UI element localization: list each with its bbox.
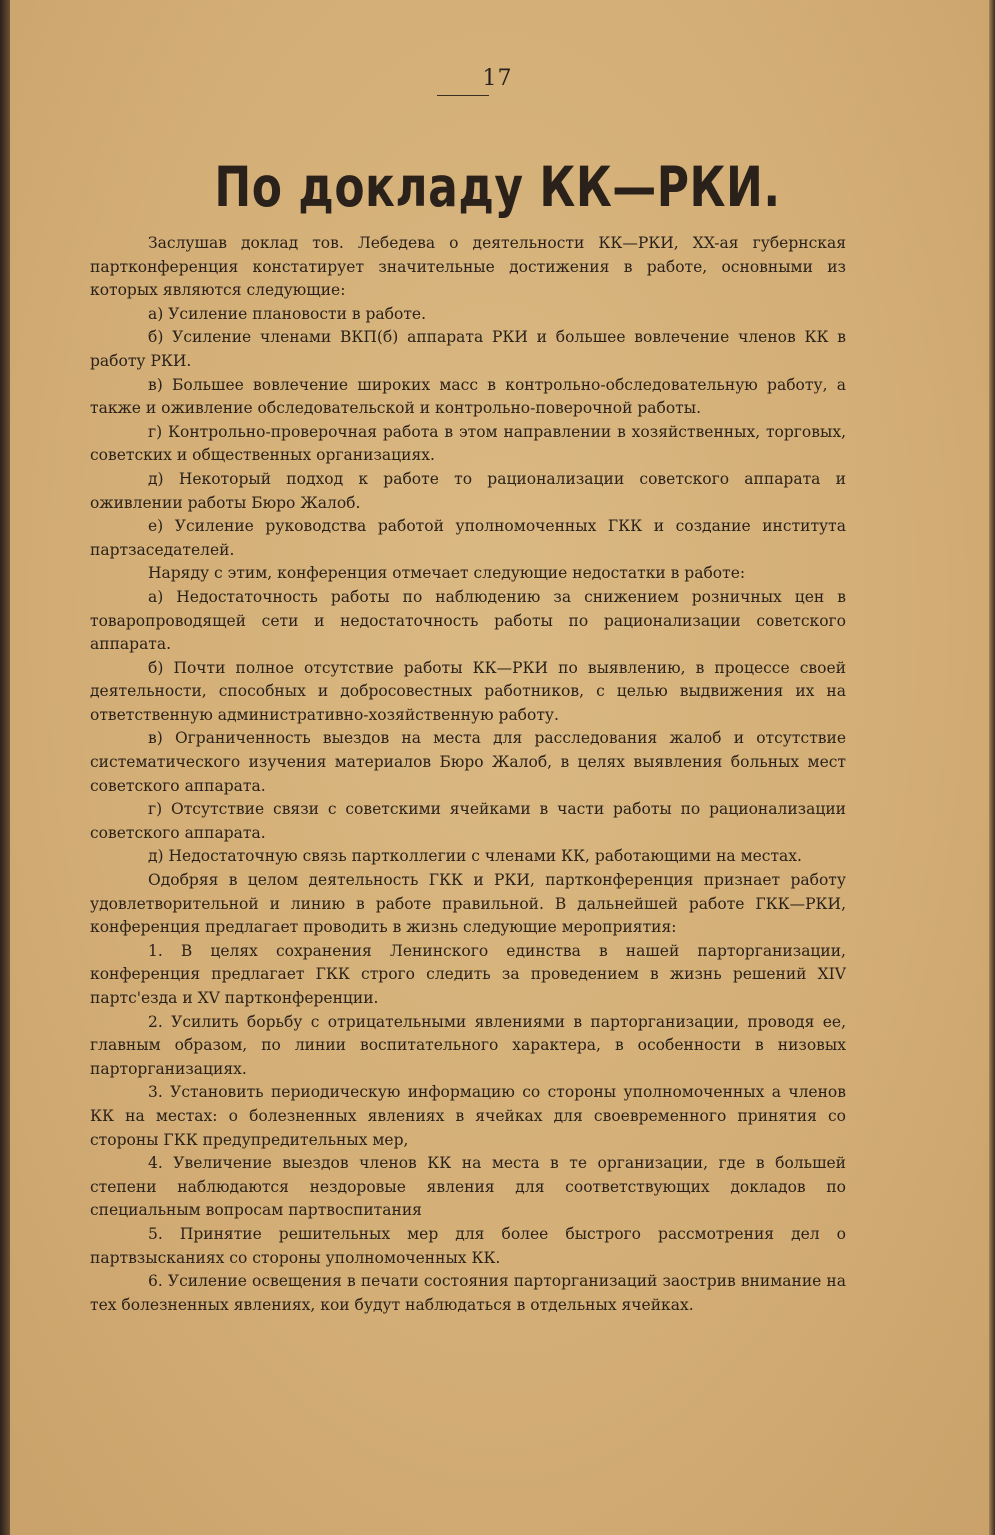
paragraph-measure-2: 2. Усилить борьбу с отрицательными явлениями в парторганизации, проводя ее, главным образом, по линии воспитательного характера, в особенности в низовых парторганизациях. — [90, 1012, 846, 1078]
document-body — [90, 232, 846, 1317]
paragraph-shortcoming-a: а) Недостаточность работы по наблюдению за снижением розничных цен в товаропроводящей сети и недостаточность работы по рационализации советского аппарата. — [90, 587, 846, 654]
paragraph-achievement-a: а) Усиление плановости в работе. — [148, 304, 427, 323]
page-title: По докладу КК—РКИ. — [214, 156, 781, 220]
paragraph-shortcomings-intro: Наряду с этим, конференция отмечает следующие недостатки в работе: — [148, 564, 746, 583]
page-number-underline — [437, 95, 489, 96]
paragraph-achievement-d: д) Некоторый подход к работе то рационализации советского аппарата и оживлении работы Бюро Жалоб. — [90, 469, 846, 512]
paragraph-measure-3: 3. Установить периодическую информацию со стороны уполномоченных а членов КК на местах: о болезненных явлениях в ячейках для своевременного принятия со стороны ГКК предупредительных мер, — [90, 1083, 846, 1149]
paragraph-measures-intro: Одобряя в целом деятельность ГКК и РКИ, партконференция признает работу удовлетворительной и линию в работе правильной. В дальнейшей работе ГКК—РКИ, конференция предлагает проводить в жизнь следующие мероприятия: — [90, 871, 846, 937]
page-number: 17 — [482, 66, 513, 91]
paragraph-achievement-g: г) Контрольно-проверочная работа в этом направлении в хозяйственных, торговых, советских и общественных организациях. — [90, 422, 846, 465]
paragraph-intro: Заслушав доклад тов. Лебедева о деятельности КК—РКИ, XX-ая губернская партконференция констатирует значительные достижения в работе, основными из которых являются следующие: — [90, 234, 846, 300]
paragraph-measure-5: 5. Принятие решительных мер для более быстрого рассмотрения дел о партвзысканиях со стороны уполномоченных КК. — [90, 1224, 846, 1267]
paragraph-shortcoming-d: д) Недостаточную связь партколлегии с членами КК, работающими на местах. — [148, 847, 802, 866]
paragraph-shortcoming-b: б) Почти полное отсутствие работы КК—РКИ по выявлению, в процессе своей деятельности, способных и добросовестных работников, с целью выдвижения их на ответственную административно-хозяйственную работу. — [90, 658, 846, 724]
paragraph-measure-4: 4. Увеличение выездов членов КК на места в те организации, где в большей степени наблюдаются нездоровые явления для соответствующих докладов по специальным вопросам партвоспитания — [90, 1154, 846, 1220]
paragraph-measure-6: 6. Усиление освещения в печати состояния парторганизаций заострив внимание на тех болезненных явлениях, кои будут наблюдаться в отдельных ячейках. — [90, 1272, 846, 1314]
paragraph-measure-1: 1. В целях сохранения Ленинского единства в нашей парторганизации, конференция предлагает ГКК строго следить за проведением в жизнь решений XIV партс'езда и XV партконференции. — [90, 941, 846, 1007]
paragraph-achievement-v: в) Большее вовлечение широких масс в контрольно-обследовательную работу, а также и оживление обследовательской и контрольно-поверочной работы. — [90, 375, 846, 418]
paragraph-shortcoming-v: в) Ограниченность выездов на места для расследования жалоб и отсутствие систематического изучения материалов Бюро Жалоб, в целях выявления больных мест советского аппарата. — [90, 729, 846, 795]
page-right-edge — [989, 0, 995, 1535]
paragraph-shortcoming-g: г) Отсутствие связи с советскими ячейками в части работы по рационализации советского аппарата. — [90, 800, 846, 842]
page-left-edge — [0, 0, 10, 1535]
paragraph-achievement-e: е) Усиление руководства работой уполномоченных ГКК и создание института партзаседателей. — [90, 517, 846, 559]
paragraph-achievement-b: б) Усиление членами ВКП(б) аппарата РКИ и большее вовлечение членов КК в работу РКИ. — [90, 328, 846, 370]
